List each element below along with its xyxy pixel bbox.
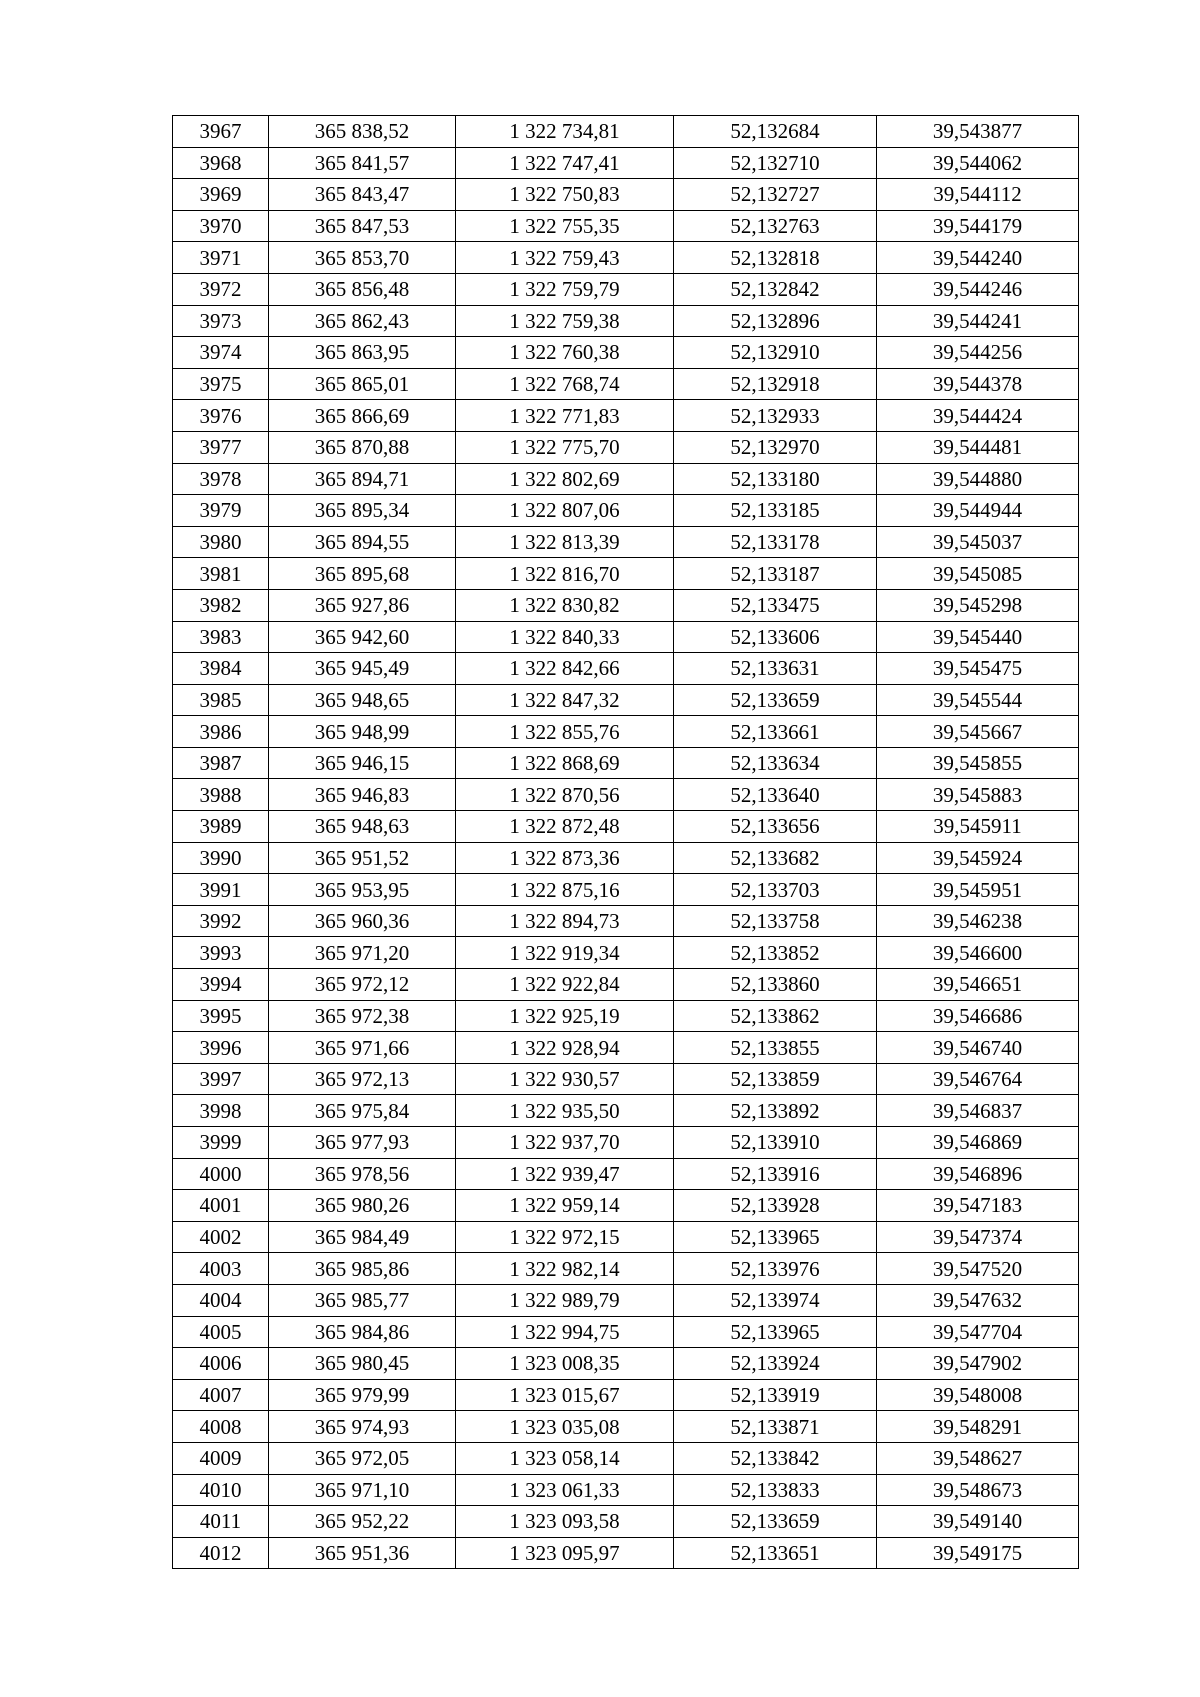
point-number-cell: 3997 xyxy=(173,1063,269,1095)
longitude-cell: 39,546837 xyxy=(877,1095,1079,1127)
x-coordinate-cell: 365 948,99 xyxy=(269,716,456,748)
coordinates-table-body xyxy=(173,116,1079,1569)
latitude-cell: 52,133976 xyxy=(674,1253,877,1285)
longitude-cell: 39,545883 xyxy=(877,779,1079,811)
latitude-cell: 52,133656 xyxy=(674,811,877,843)
y-coordinate-cell: 1 322 759,79 xyxy=(456,273,674,305)
longitude-cell: 39,544944 xyxy=(877,495,1079,527)
x-coordinate-cell: 365 948,63 xyxy=(269,811,456,843)
point-number-cell: 3983 xyxy=(173,621,269,653)
x-coordinate-cell: 365 952,22 xyxy=(269,1506,456,1538)
table-row xyxy=(173,621,1079,653)
x-coordinate-cell: 365 866,69 xyxy=(269,400,456,432)
longitude-cell: 39,545544 xyxy=(877,684,1079,716)
table-row xyxy=(173,1379,1079,1411)
y-coordinate-cell: 1 322 994,75 xyxy=(456,1316,674,1348)
longitude-cell: 39,546740 xyxy=(877,1032,1079,1064)
y-coordinate-cell: 1 322 870,56 xyxy=(456,779,674,811)
table-row xyxy=(173,1158,1079,1190)
latitude-cell: 52,132896 xyxy=(674,305,877,337)
latitude-cell: 52,133758 xyxy=(674,905,877,937)
latitude-cell: 52,133855 xyxy=(674,1032,877,1064)
x-coordinate-cell: 365 980,26 xyxy=(269,1190,456,1222)
y-coordinate-cell: 1 322 747,41 xyxy=(456,147,674,179)
longitude-cell: 39,547520 xyxy=(877,1253,1079,1285)
point-number-cell: 3976 xyxy=(173,400,269,432)
latitude-cell: 52,133862 xyxy=(674,1000,877,1032)
table-row xyxy=(173,1284,1079,1316)
point-number-cell: 3972 xyxy=(173,273,269,305)
longitude-cell: 39,547632 xyxy=(877,1284,1079,1316)
x-coordinate-cell: 365 979,99 xyxy=(269,1379,456,1411)
longitude-cell: 39,549175 xyxy=(877,1537,1079,1569)
point-number-cell: 3981 xyxy=(173,558,269,590)
latitude-cell: 52,132910 xyxy=(674,337,877,369)
longitude-cell: 39,544424 xyxy=(877,400,1079,432)
latitude-cell: 52,133682 xyxy=(674,842,877,874)
latitude-cell: 52,132918 xyxy=(674,368,877,400)
x-coordinate-cell: 365 960,36 xyxy=(269,905,456,937)
point-number-cell: 3999 xyxy=(173,1127,269,1159)
latitude-cell: 52,133703 xyxy=(674,874,877,906)
point-number-cell: 3992 xyxy=(173,905,269,937)
table-row xyxy=(173,589,1079,621)
table-row xyxy=(173,368,1079,400)
y-coordinate-cell: 1 322 959,14 xyxy=(456,1190,674,1222)
y-coordinate-cell: 1 322 759,43 xyxy=(456,242,674,274)
y-coordinate-cell: 1 322 935,50 xyxy=(456,1095,674,1127)
latitude-cell: 52,133965 xyxy=(674,1221,877,1253)
longitude-cell: 39,547374 xyxy=(877,1221,1079,1253)
longitude-cell: 39,544240 xyxy=(877,242,1079,274)
latitude-cell: 52,133842 xyxy=(674,1442,877,1474)
latitude-cell: 52,133833 xyxy=(674,1474,877,1506)
latitude-cell: 52,132970 xyxy=(674,431,877,463)
point-number-cell: 3971 xyxy=(173,242,269,274)
table-row xyxy=(173,558,1079,590)
longitude-cell: 39,548673 xyxy=(877,1474,1079,1506)
y-coordinate-cell: 1 323 061,33 xyxy=(456,1474,674,1506)
x-coordinate-cell: 365 984,49 xyxy=(269,1221,456,1253)
latitude-cell: 52,133631 xyxy=(674,653,877,685)
longitude-cell: 39,547704 xyxy=(877,1316,1079,1348)
point-number-cell: 3975 xyxy=(173,368,269,400)
x-coordinate-cell: 365 985,86 xyxy=(269,1253,456,1285)
x-coordinate-cell: 365 862,43 xyxy=(269,305,456,337)
point-number-cell: 3994 xyxy=(173,969,269,1001)
latitude-cell: 52,132818 xyxy=(674,242,877,274)
x-coordinate-cell: 365 972,05 xyxy=(269,1442,456,1474)
longitude-cell: 39,545298 xyxy=(877,589,1079,621)
point-number-cell: 3990 xyxy=(173,842,269,874)
y-coordinate-cell: 1 322 807,06 xyxy=(456,495,674,527)
table-row xyxy=(173,1127,1079,1159)
latitude-cell: 52,133852 xyxy=(674,937,877,969)
point-number-cell: 3986 xyxy=(173,716,269,748)
longitude-cell: 39,545085 xyxy=(877,558,1079,590)
table-row xyxy=(173,1474,1079,1506)
x-coordinate-cell: 365 953,95 xyxy=(269,874,456,906)
y-coordinate-cell: 1 322 768,74 xyxy=(456,368,674,400)
point-number-cell: 4011 xyxy=(173,1506,269,1538)
point-number-cell: 4002 xyxy=(173,1221,269,1253)
table-row xyxy=(173,147,1079,179)
y-coordinate-cell: 1 323 008,35 xyxy=(456,1348,674,1380)
latitude-cell: 52,133910 xyxy=(674,1127,877,1159)
longitude-cell: 39,544481 xyxy=(877,431,1079,463)
y-coordinate-cell: 1 322 875,16 xyxy=(456,874,674,906)
point-number-cell: 3988 xyxy=(173,779,269,811)
latitude-cell: 52,132842 xyxy=(674,273,877,305)
table-row xyxy=(173,273,1079,305)
x-coordinate-cell: 365 972,13 xyxy=(269,1063,456,1095)
point-number-cell: 3996 xyxy=(173,1032,269,1064)
latitude-cell: 52,133187 xyxy=(674,558,877,590)
table-row xyxy=(173,400,1079,432)
longitude-cell: 39,544880 xyxy=(877,463,1079,495)
latitude-cell: 52,133871 xyxy=(674,1411,877,1443)
y-coordinate-cell: 1 322 840,33 xyxy=(456,621,674,653)
latitude-cell: 52,132710 xyxy=(674,147,877,179)
table-row xyxy=(173,463,1079,495)
latitude-cell: 52,133965 xyxy=(674,1316,877,1348)
latitude-cell: 52,133640 xyxy=(674,779,877,811)
y-coordinate-cell: 1 322 928,94 xyxy=(456,1032,674,1064)
point-number-cell: 4012 xyxy=(173,1537,269,1569)
table-row xyxy=(173,937,1079,969)
point-number-cell: 3993 xyxy=(173,937,269,969)
y-coordinate-cell: 1 322 759,38 xyxy=(456,305,674,337)
x-coordinate-cell: 365 972,38 xyxy=(269,1000,456,1032)
table-row xyxy=(173,242,1079,274)
x-coordinate-cell: 365 951,36 xyxy=(269,1537,456,1569)
latitude-cell: 52,133659 xyxy=(674,684,877,716)
point-number-cell: 3978 xyxy=(173,463,269,495)
longitude-cell: 39,544062 xyxy=(877,147,1079,179)
y-coordinate-cell: 1 322 775,70 xyxy=(456,431,674,463)
table-row xyxy=(173,1537,1079,1569)
x-coordinate-cell: 365 985,77 xyxy=(269,1284,456,1316)
table-row xyxy=(173,811,1079,843)
table-row xyxy=(173,210,1079,242)
x-coordinate-cell: 365 853,70 xyxy=(269,242,456,274)
x-coordinate-cell: 365 971,66 xyxy=(269,1032,456,1064)
longitude-cell: 39,546896 xyxy=(877,1158,1079,1190)
y-coordinate-cell: 1 323 015,67 xyxy=(456,1379,674,1411)
y-coordinate-cell: 1 322 982,14 xyxy=(456,1253,674,1285)
point-number-cell: 3980 xyxy=(173,526,269,558)
x-coordinate-cell: 365 847,53 xyxy=(269,210,456,242)
longitude-cell: 39,543877 xyxy=(877,116,1079,148)
longitude-cell: 39,546600 xyxy=(877,937,1079,969)
longitude-cell: 39,544179 xyxy=(877,210,1079,242)
point-number-cell: 4009 xyxy=(173,1442,269,1474)
x-coordinate-cell: 365 971,20 xyxy=(269,937,456,969)
longitude-cell: 39,546686 xyxy=(877,1000,1079,1032)
x-coordinate-cell: 365 972,12 xyxy=(269,969,456,1001)
point-number-cell: 4010 xyxy=(173,1474,269,1506)
y-coordinate-cell: 1 322 989,79 xyxy=(456,1284,674,1316)
y-coordinate-cell: 1 323 095,97 xyxy=(456,1537,674,1569)
table-row xyxy=(173,431,1079,463)
y-coordinate-cell: 1 322 830,82 xyxy=(456,589,674,621)
longitude-cell: 39,544256 xyxy=(877,337,1079,369)
point-number-cell: 3977 xyxy=(173,431,269,463)
x-coordinate-cell: 365 945,49 xyxy=(269,653,456,685)
table-row xyxy=(173,1190,1079,1222)
latitude-cell: 52,133974 xyxy=(674,1284,877,1316)
longitude-cell: 39,546764 xyxy=(877,1063,1079,1095)
longitude-cell: 39,548291 xyxy=(877,1411,1079,1443)
table-row xyxy=(173,305,1079,337)
y-coordinate-cell: 1 322 872,48 xyxy=(456,811,674,843)
table-row xyxy=(173,905,1079,937)
point-number-cell: 4006 xyxy=(173,1348,269,1380)
table-row xyxy=(173,653,1079,685)
longitude-cell: 39,546238 xyxy=(877,905,1079,937)
latitude-cell: 52,133924 xyxy=(674,1348,877,1380)
latitude-cell: 52,133606 xyxy=(674,621,877,653)
table-row xyxy=(173,684,1079,716)
x-coordinate-cell: 365 843,47 xyxy=(269,179,456,211)
point-number-cell: 3991 xyxy=(173,874,269,906)
x-coordinate-cell: 365 856,48 xyxy=(269,273,456,305)
y-coordinate-cell: 1 322 939,47 xyxy=(456,1158,674,1190)
y-coordinate-cell: 1 322 816,70 xyxy=(456,558,674,590)
x-coordinate-cell: 365 870,88 xyxy=(269,431,456,463)
longitude-cell: 39,544112 xyxy=(877,179,1079,211)
latitude-cell: 52,132933 xyxy=(674,400,877,432)
longitude-cell: 39,546651 xyxy=(877,969,1079,1001)
y-coordinate-cell: 1 322 771,83 xyxy=(456,400,674,432)
latitude-cell: 52,132684 xyxy=(674,116,877,148)
longitude-cell: 39,545037 xyxy=(877,526,1079,558)
latitude-cell: 52,133178 xyxy=(674,526,877,558)
x-coordinate-cell: 365 978,56 xyxy=(269,1158,456,1190)
point-number-cell: 3967 xyxy=(173,116,269,148)
table-row xyxy=(173,1506,1079,1538)
longitude-cell: 39,544378 xyxy=(877,368,1079,400)
longitude-cell: 39,545911 xyxy=(877,811,1079,843)
x-coordinate-cell: 365 946,83 xyxy=(269,779,456,811)
table-row xyxy=(173,716,1079,748)
longitude-cell: 39,548627 xyxy=(877,1442,1079,1474)
longitude-cell: 39,545475 xyxy=(877,653,1079,685)
point-number-cell: 4003 xyxy=(173,1253,269,1285)
table-row xyxy=(173,1442,1079,1474)
latitude-cell: 52,133860 xyxy=(674,969,877,1001)
y-coordinate-cell: 1 322 802,69 xyxy=(456,463,674,495)
x-coordinate-cell: 365 841,57 xyxy=(269,147,456,179)
point-number-cell: 3968 xyxy=(173,147,269,179)
table-row xyxy=(173,779,1079,811)
longitude-cell: 39,546869 xyxy=(877,1127,1079,1159)
point-number-cell: 3998 xyxy=(173,1095,269,1127)
table-row xyxy=(173,1253,1079,1285)
x-coordinate-cell: 365 977,93 xyxy=(269,1127,456,1159)
table-row xyxy=(173,337,1079,369)
table-row xyxy=(173,1221,1079,1253)
point-number-cell: 4001 xyxy=(173,1190,269,1222)
x-coordinate-cell: 365 946,15 xyxy=(269,747,456,779)
point-number-cell: 4000 xyxy=(173,1158,269,1190)
y-coordinate-cell: 1 322 972,15 xyxy=(456,1221,674,1253)
y-coordinate-cell: 1 323 058,14 xyxy=(456,1442,674,1474)
x-coordinate-cell: 365 865,01 xyxy=(269,368,456,400)
latitude-cell: 52,133919 xyxy=(674,1379,877,1411)
x-coordinate-cell: 365 895,34 xyxy=(269,495,456,527)
table-row xyxy=(173,1095,1079,1127)
latitude-cell: 52,133475 xyxy=(674,589,877,621)
table-row xyxy=(173,179,1079,211)
longitude-cell: 39,548008 xyxy=(877,1379,1079,1411)
x-coordinate-cell: 365 894,55 xyxy=(269,526,456,558)
x-coordinate-cell: 365 980,45 xyxy=(269,1348,456,1380)
x-coordinate-cell: 365 942,60 xyxy=(269,621,456,653)
point-number-cell: 3969 xyxy=(173,179,269,211)
y-coordinate-cell: 1 322 930,57 xyxy=(456,1063,674,1095)
table-row xyxy=(173,1316,1079,1348)
table-row xyxy=(173,1000,1079,1032)
point-number-cell: 3970 xyxy=(173,210,269,242)
table-row xyxy=(173,495,1079,527)
y-coordinate-cell: 1 322 750,83 xyxy=(456,179,674,211)
table-row xyxy=(173,1063,1079,1095)
x-coordinate-cell: 365 838,52 xyxy=(269,116,456,148)
y-coordinate-cell: 1 322 760,38 xyxy=(456,337,674,369)
table-row xyxy=(173,526,1079,558)
point-number-cell: 4007 xyxy=(173,1379,269,1411)
y-coordinate-cell: 1 322 734,81 xyxy=(456,116,674,148)
table-row xyxy=(173,842,1079,874)
point-number-cell: 3973 xyxy=(173,305,269,337)
longitude-cell: 39,549140 xyxy=(877,1506,1079,1538)
x-coordinate-cell: 365 863,95 xyxy=(269,337,456,369)
longitude-cell: 39,545667 xyxy=(877,716,1079,748)
point-number-cell: 4005 xyxy=(173,1316,269,1348)
longitude-cell: 39,547183 xyxy=(877,1190,1079,1222)
point-number-cell: 3979 xyxy=(173,495,269,527)
point-number-cell: 3974 xyxy=(173,337,269,369)
y-coordinate-cell: 1 322 873,36 xyxy=(456,842,674,874)
x-coordinate-cell: 365 895,68 xyxy=(269,558,456,590)
point-number-cell: 4004 xyxy=(173,1284,269,1316)
latitude-cell: 52,133928 xyxy=(674,1190,877,1222)
point-number-cell: 3985 xyxy=(173,684,269,716)
x-coordinate-cell: 365 971,10 xyxy=(269,1474,456,1506)
point-number-cell: 3989 xyxy=(173,811,269,843)
latitude-cell: 52,133892 xyxy=(674,1095,877,1127)
y-coordinate-cell: 1 322 842,66 xyxy=(456,653,674,685)
y-coordinate-cell: 1 322 937,70 xyxy=(456,1127,674,1159)
y-coordinate-cell: 1 322 925,19 xyxy=(456,1000,674,1032)
y-coordinate-cell: 1 322 855,76 xyxy=(456,716,674,748)
y-coordinate-cell: 1 323 035,08 xyxy=(456,1411,674,1443)
point-number-cell: 3987 xyxy=(173,747,269,779)
latitude-cell: 52,133180 xyxy=(674,463,877,495)
longitude-cell: 39,544241 xyxy=(877,305,1079,337)
y-coordinate-cell: 1 322 868,69 xyxy=(456,747,674,779)
x-coordinate-cell: 365 894,71 xyxy=(269,463,456,495)
y-coordinate-cell: 1 323 093,58 xyxy=(456,1506,674,1538)
y-coordinate-cell: 1 322 922,84 xyxy=(456,969,674,1001)
longitude-cell: 39,545440 xyxy=(877,621,1079,653)
y-coordinate-cell: 1 322 919,34 xyxy=(456,937,674,969)
latitude-cell: 52,133661 xyxy=(674,716,877,748)
x-coordinate-cell: 365 975,84 xyxy=(269,1095,456,1127)
longitude-cell: 39,547902 xyxy=(877,1348,1079,1380)
table-row xyxy=(173,747,1079,779)
table-row xyxy=(173,116,1079,148)
point-number-cell: 3984 xyxy=(173,653,269,685)
x-coordinate-cell: 365 984,86 xyxy=(269,1316,456,1348)
y-coordinate-cell: 1 322 813,39 xyxy=(456,526,674,558)
latitude-cell: 52,133916 xyxy=(674,1158,877,1190)
latitude-cell: 52,132763 xyxy=(674,210,877,242)
point-number-cell: 4008 xyxy=(173,1411,269,1443)
x-coordinate-cell: 365 927,86 xyxy=(269,589,456,621)
latitude-cell: 52,133859 xyxy=(674,1063,877,1095)
latitude-cell: 52,133651 xyxy=(674,1537,877,1569)
point-number-cell: 3982 xyxy=(173,589,269,621)
longitude-cell: 39,545855 xyxy=(877,747,1079,779)
x-coordinate-cell: 365 948,65 xyxy=(269,684,456,716)
table-row xyxy=(173,969,1079,1001)
table-row xyxy=(173,1348,1079,1380)
longitude-cell: 39,544246 xyxy=(877,273,1079,305)
latitude-cell: 52,132727 xyxy=(674,179,877,211)
longitude-cell: 39,545924 xyxy=(877,842,1079,874)
y-coordinate-cell: 1 322 894,73 xyxy=(456,905,674,937)
table-row xyxy=(173,874,1079,906)
latitude-cell: 52,133634 xyxy=(674,747,877,779)
x-coordinate-cell: 365 974,93 xyxy=(269,1411,456,1443)
x-coordinate-cell: 365 951,52 xyxy=(269,842,456,874)
point-number-cell: 3995 xyxy=(173,1000,269,1032)
longitude-cell: 39,545951 xyxy=(877,874,1079,906)
y-coordinate-cell: 1 322 755,35 xyxy=(456,210,674,242)
latitude-cell: 52,133185 xyxy=(674,495,877,527)
table-row xyxy=(173,1032,1079,1064)
coordinates-table xyxy=(172,115,1079,1569)
table-row xyxy=(173,1411,1079,1443)
latitude-cell: 52,133659 xyxy=(674,1506,877,1538)
y-coordinate-cell: 1 322 847,32 xyxy=(456,684,674,716)
